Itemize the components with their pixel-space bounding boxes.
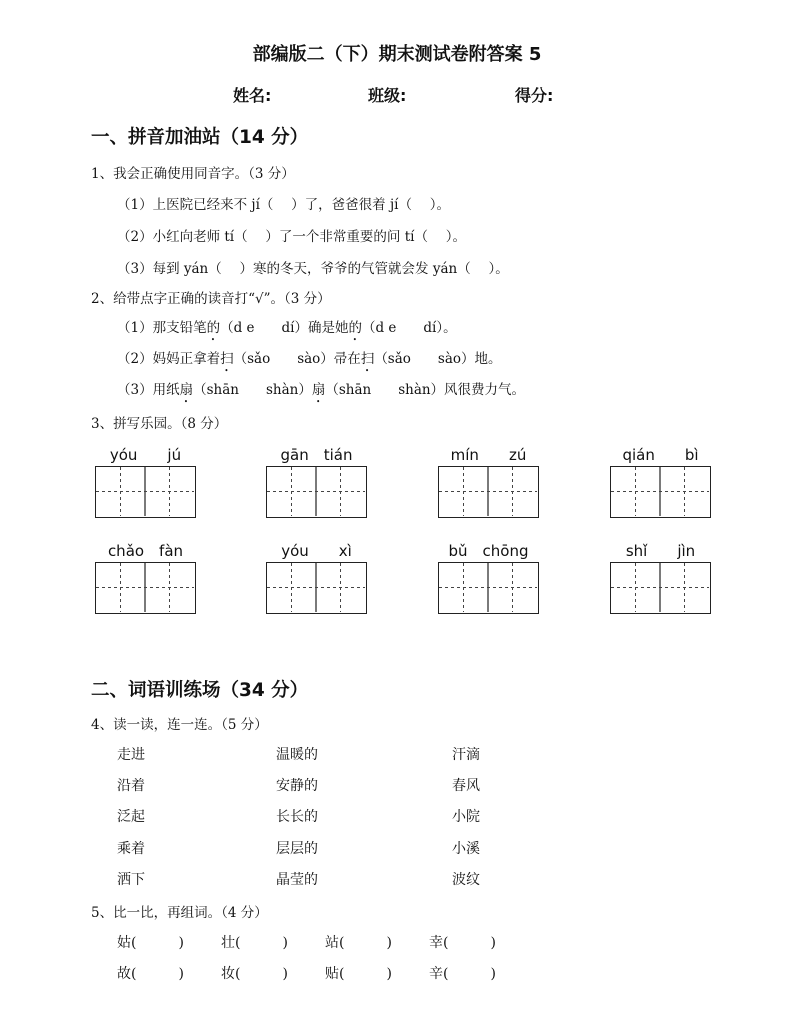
q5-prompt: 5、比一比，再组词。（4 分） [91,905,268,921]
compare-char-blank[interactable]: 姑( ) [117,935,184,951]
pinyin-label: yóu jú [109,446,182,464]
compare-char-blank[interactable]: 幸( ) [429,935,496,951]
pinyin-label: shǐ jìn [625,542,696,560]
adjective-word[interactable]: 温暖的 [276,747,318,763]
compare-char-blank[interactable]: 站( ) [325,935,392,951]
q2-prompt: 2、给带点字正确的读音打“√”。（3 分） [91,291,331,307]
writing-grid[interactable] [438,562,539,614]
q2-line-2: （2）妈妈正拿着扫（sǎo sào）帚在扫（sǎo sào）地。 [117,351,502,367]
compare-char-blank[interactable]: 故( ) [117,966,184,982]
name-label: 姓名: [233,86,272,105]
compare-char-blank[interactable]: 壮( ) [221,935,288,951]
writing-grid[interactable] [438,466,539,518]
compare-char-blank[interactable]: 妆( ) [221,966,288,982]
pinyin-label: gān tián [280,446,353,464]
q2-line-3: （3）用纸扇（shān shàn）扇（shān shàn）风很费力气。 [117,382,526,398]
adjective-word[interactable]: 晶莹的 [276,872,318,888]
verb-word[interactable]: 洒下 [117,872,145,888]
writing-grid[interactable] [95,466,196,518]
pinyin-label: chǎo fàn [107,542,184,560]
page-title: 部编版二（下）期末测试卷附答案 5 [252,44,542,65]
section1-heading: 一、拼音加油站（14 分） [91,127,309,148]
writing-grid[interactable] [266,562,367,614]
q4-prompt: 4、读一读，连一连。（5 分） [91,717,268,733]
noun-word[interactable]: 汗滴 [452,747,480,763]
q1-line-3: （3）每到 yán（ ）寒的冬天，爷爷的气管就会发 yán（ ）。 [117,261,509,277]
verb-word[interactable]: 泛起 [117,809,145,825]
verb-word[interactable]: 走进 [117,747,145,763]
q1-line-1: （1）上医院已经来不 jí（ ）了，爸爸很着 jí（ ）。 [117,197,451,213]
writing-grid[interactable] [95,562,196,614]
adjective-word[interactable]: 层层的 [276,841,318,857]
verb-word[interactable]: 沿着 [117,778,145,794]
pinyin-label: yóu xì [281,542,352,560]
pinyin-label: mín zú [450,446,527,464]
noun-word[interactable]: 波纹 [452,872,480,888]
pinyin-label: qián bì [622,446,699,464]
adjective-word[interactable]: 长长的 [276,809,318,825]
class-label: 班级: [368,86,407,105]
writing-grid[interactable] [266,466,367,518]
q1-line-2: （2）小红向老师 tí（ ）了一个非常重要的问 tí（ ）。 [117,229,466,245]
noun-word[interactable]: 小院 [452,809,480,825]
writing-grid[interactable] [610,562,711,614]
score-label: 得分: [515,86,554,105]
section2-heading: 二、词语训练场（34 分） [91,680,309,701]
noun-word[interactable]: 小溪 [452,841,480,857]
q3-prompt: 3、拼写乐园。（8 分） [91,416,228,432]
adjective-word[interactable]: 安静的 [276,778,318,794]
q2-line-1: （1）那支铅笔的（d e dí）确是她的（d e dí）。 [117,320,457,336]
q1-prompt: 1、我会正确使用同音字。（3 分） [91,166,295,182]
noun-word[interactable]: 春风 [452,778,480,794]
pinyin-label: bǔ chōng [448,542,529,560]
verb-word[interactable]: 乘着 [117,841,145,857]
writing-grid[interactable] [610,466,711,518]
compare-char-blank[interactable]: 辛( ) [429,966,496,982]
compare-char-blank[interactable]: 贴( ) [325,966,392,982]
